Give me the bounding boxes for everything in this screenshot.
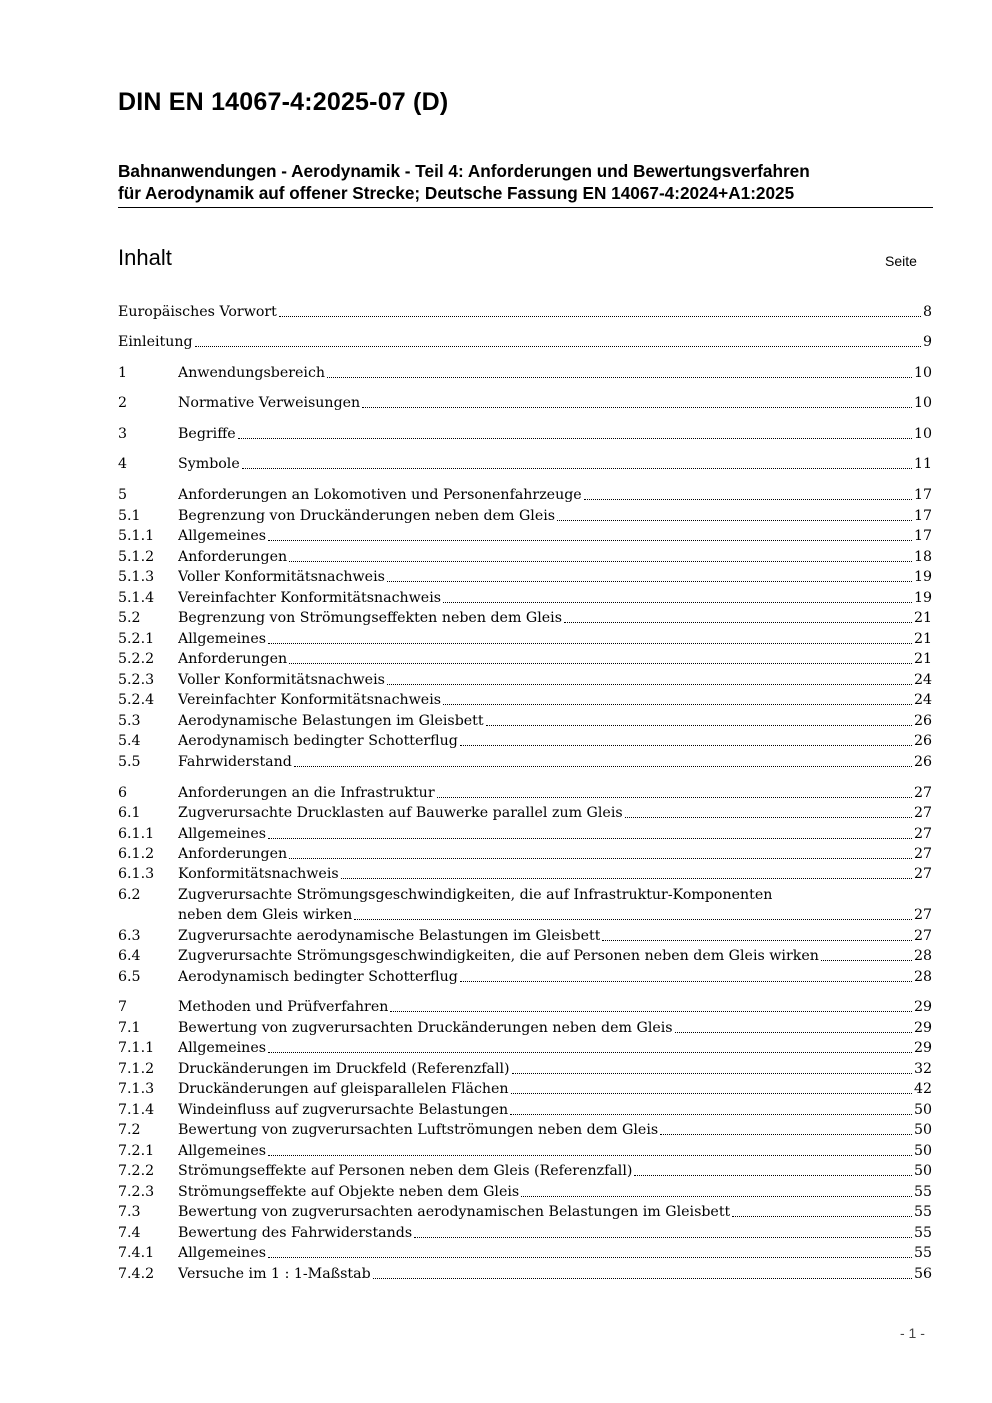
toc-entry-page: 24	[913, 672, 932, 688]
toc-entry-page: 18	[913, 549, 932, 565]
toc-entry-page: 27	[913, 928, 932, 944]
toc-entry[interactable]	[118, 1038, 932, 1058]
toc-entry-number: 1	[118, 365, 128, 381]
toc-entry-number: 7	[118, 999, 128, 1015]
toc-entry[interactable]	[118, 302, 932, 322]
toc-entry-title: Anforderungen	[178, 651, 288, 667]
toc-entry-number: 7.3	[118, 1204, 141, 1220]
toc-leader-dots	[564, 620, 912, 623]
toc-leader-dots	[354, 917, 912, 920]
toc-heading: Inhalt	[118, 245, 172, 270]
toc-leader-dots	[443, 702, 912, 705]
toc-entry-page: 8	[922, 304, 932, 320]
toc-entry-title: Windeinfluss auf zugverursachte Belastungen	[178, 1102, 509, 1118]
toc-entry[interactable]	[118, 649, 932, 669]
toc-entry-number: 7.1.3	[118, 1081, 155, 1097]
toc-entry[interactable]	[118, 783, 932, 803]
toc-entry-page: 21	[913, 651, 932, 667]
toc-leader-dots	[268, 1255, 912, 1258]
toc-entry-number: 6.4	[118, 948, 141, 964]
toc-entry-page: 10	[913, 365, 932, 381]
toc-entry-number: 6.1.2	[118, 846, 155, 862]
toc-entry-page: 10	[913, 426, 932, 442]
toc-entry-number: 7.2	[118, 1122, 141, 1138]
toc-entry[interactable]	[118, 885, 932, 905]
toc-entry-number: 5.1.3	[118, 569, 155, 585]
toc-entry-page: 55	[913, 1204, 932, 1220]
toc-entry-number: 7.1.2	[118, 1061, 155, 1077]
toc-entry-number: 6.1.1	[118, 826, 155, 842]
toc-entry-page: 55	[913, 1225, 932, 1241]
toc-entry-number: 7.1.1	[118, 1040, 155, 1056]
toc-entry[interactable]	[118, 1243, 932, 1263]
toc-entry[interactable]	[118, 864, 932, 884]
toc-entry[interactable]	[118, 1079, 932, 1099]
toc-leader-dots	[268, 538, 912, 541]
toc-leader-dots	[634, 1173, 912, 1176]
toc-entry-page: 26	[913, 713, 932, 729]
toc-entry-number: 7.2.1	[118, 1143, 155, 1159]
toc-entry-title: Anwendungsbereich	[178, 365, 326, 381]
toc-leader-dots	[486, 723, 912, 726]
toc-entry-title: Allgemeines	[178, 1040, 266, 1056]
toc-entry-number: 7.4.1	[118, 1245, 155, 1261]
toc-leader-dots	[460, 743, 912, 746]
toc-entry-number: 7.2.3	[118, 1184, 155, 1200]
toc-entry[interactable]	[118, 393, 932, 413]
toc-entry[interactable]	[118, 752, 932, 772]
toc-entry-title: Aerodynamisch bedingter Schotterflug	[178, 733, 458, 749]
toc-entry-page: 50	[913, 1143, 932, 1159]
toc-entry[interactable]	[118, 1223, 932, 1243]
toc-entry-page: 26	[913, 754, 932, 770]
toc-entry-title: Zugverursachte Strömungsgeschwindigkeiten, die auf Personen neben dem Gleis wirken	[178, 948, 819, 964]
toc-entry-number: 7.4.2	[118, 1266, 155, 1282]
toc-entry-number: 6.5	[118, 969, 141, 985]
toc-entry[interactable]	[118, 844, 932, 864]
toc-leader-dots	[660, 1132, 912, 1135]
toc-leader-dots	[510, 1112, 912, 1115]
toc-leader-dots	[373, 1276, 912, 1279]
toc-entry-number: 6.2	[118, 887, 141, 903]
subtitle-line-1: Bahnanwendungen - Aerodynamik - Teil 4: Anforderungen und Bewertungsverfahren	[118, 161, 810, 181]
toc-entry-page: 17	[913, 528, 932, 544]
toc-entry-page: 28	[913, 948, 932, 964]
toc-entry[interactable]	[118, 690, 932, 710]
toc-entry[interactable]	[118, 1182, 932, 1202]
toc-entry-page: 19	[913, 590, 932, 606]
toc-entry[interactable]	[118, 526, 932, 546]
toc-entry-title: Allgemeines	[178, 631, 266, 647]
toc-leader-dots	[521, 1194, 912, 1197]
toc-leader-dots	[602, 938, 912, 941]
toc-entry-page: 29	[913, 1040, 932, 1056]
toc-entry-page: 21	[913, 631, 932, 647]
toc-entry-title: Symbole	[178, 456, 240, 472]
toc-entry-page: 29	[913, 1020, 932, 1036]
toc-entry[interactable]	[118, 424, 932, 444]
toc-entry-title: Strömungseffekte auf Personen neben dem Gleis (Referenzfall)	[178, 1163, 633, 1179]
toc-leader-dots	[732, 1214, 912, 1217]
toc-entry[interactable]	[118, 1202, 932, 1222]
toc-entry[interactable]	[118, 485, 932, 505]
toc-entry-title: Voller Konformitätsnachweis	[178, 569, 385, 585]
toc-entry[interactable]	[118, 997, 932, 1017]
toc-leader-dots	[268, 1153, 912, 1156]
toc-leader-dots	[279, 314, 921, 317]
toc-entry-title: Anforderungen an Lokomotiven und Personenfahrzeuge	[178, 487, 582, 503]
toc-entry-number: 7.1.4	[118, 1102, 155, 1118]
toc-leader-dots	[675, 1030, 912, 1033]
toc-entry[interactable]	[118, 1100, 932, 1120]
toc-entry[interactable]	[118, 363, 932, 383]
toc-leader-dots	[238, 436, 912, 439]
toc-entry-title: Anforderungen	[178, 549, 288, 565]
toc-entry-title: Europäisches Vorwort	[118, 304, 277, 320]
toc-entry-title: Zugverursachte aerodynamische Belastungen im Gleisbett	[178, 928, 601, 944]
toc-entry-title: Aerodynamische Belastungen im Gleisbett	[178, 713, 484, 729]
toc-entry-title: Bewertung von zugverursachten aerodynamischen Belastungen im Gleisbett	[178, 1204, 731, 1220]
toc-entry[interactable]	[118, 967, 932, 987]
toc-leader-dots	[390, 1009, 912, 1012]
toc-entry-page: 26	[913, 733, 932, 749]
toc-entry[interactable]	[118, 454, 932, 474]
toc-entry-title: Vereinfachter Konformitätsnachweis	[178, 590, 442, 606]
toc-leader-dots	[557, 518, 912, 521]
toc-entry-page: 55	[913, 1184, 932, 1200]
toc-entry[interactable]	[118, 506, 932, 526]
toc-leader-dots	[414, 1235, 912, 1238]
toc-entry-page: 55	[913, 1245, 932, 1261]
toc-entry-page: 17	[913, 487, 932, 503]
toc-entry-title: Versuche im 1 : 1-Maßstab	[178, 1266, 371, 1282]
toc-entry-title: Zugverursachte Strömungsgeschwindigkeiten, die auf Infrastruktur-Komponenten	[178, 887, 773, 903]
toc-entry-title: Vereinfachter Konformitätsnachweis	[178, 692, 442, 708]
toc-leader-dots	[460, 979, 912, 982]
toc-leader-dots	[268, 641, 912, 644]
toc-entry-page: 27	[913, 826, 932, 842]
toc-entry-title: Einleitung	[118, 334, 193, 350]
toc-leader-dots	[584, 497, 912, 500]
toc-entry-title: Begriffe	[178, 426, 236, 442]
toc-entry[interactable]	[118, 567, 932, 587]
toc-entry-number: 5	[118, 487, 128, 503]
toc-entry-title: Allgemeines	[178, 1143, 266, 1159]
toc-entry[interactable]	[118, 1059, 932, 1079]
toc-entry-number: 5.2.4	[118, 692, 155, 708]
toc-leader-dots	[443, 600, 912, 603]
toc-leader-dots	[195, 344, 921, 347]
toc-entry[interactable]	[118, 926, 932, 946]
toc-entry-title: Fahrwiderstand	[178, 754, 292, 770]
toc-entry-number: 5.4	[118, 733, 141, 749]
toc-entry-page: 21	[913, 610, 932, 626]
toc-entry-title: Druckänderungen im Druckfeld (Referenzfall)	[178, 1061, 510, 1077]
toc-entry[interactable]	[118, 803, 932, 823]
toc-entry-continuation[interactable]	[118, 905, 932, 925]
toc-entry-page: 56	[913, 1266, 932, 1282]
toc-leader-dots	[341, 876, 912, 879]
toc-entry-number: 5.3	[118, 713, 141, 729]
toc-entry-page: 29	[913, 999, 932, 1015]
toc-leader-dots	[294, 764, 912, 767]
toc-entry-title: Bewertung von zugverursachten Luftströmungen neben dem Gleis	[178, 1122, 659, 1138]
toc-entry[interactable]	[118, 1161, 932, 1181]
toc-entry-page: 27	[913, 907, 932, 923]
toc-entry[interactable]	[118, 1018, 932, 1038]
toc-leader-dots	[625, 815, 912, 818]
toc-entry-number: 5.2.1	[118, 631, 155, 647]
toc-entry[interactable]	[118, 731, 932, 751]
toc-entry-number: 6	[118, 785, 128, 801]
toc-entry-number: 5.5	[118, 754, 141, 770]
toc-entry-title: Bewertung des Fahrwiderstands	[178, 1225, 413, 1241]
page-column-label: Seite	[885, 253, 917, 269]
toc-entry-page: 17	[913, 508, 932, 524]
toc-entry-title: Methoden und Prüfverfahren	[178, 999, 389, 1015]
toc-entry-number: 5.2.2	[118, 651, 155, 667]
toc-entry-page: 27	[913, 785, 932, 801]
toc-entry[interactable]	[118, 1141, 932, 1161]
toc-entry-number: 6.3	[118, 928, 141, 944]
toc-entry-number: 5.2	[118, 610, 141, 626]
toc-entry-page: 9	[922, 334, 932, 350]
toc-entry-title: Anforderungen	[178, 846, 288, 862]
document-title: DIN EN 14067-4:2025-07 (D)	[118, 88, 449, 116]
toc-entry-page: 42	[913, 1081, 932, 1097]
toc-entry-page: 50	[913, 1102, 932, 1118]
toc-entry[interactable]	[118, 711, 932, 731]
toc-entry-title: Normative Verweisungen	[178, 395, 361, 411]
toc-leader-dots	[289, 856, 912, 859]
toc-entry-title: Begrenzung von Strömungseffekten neben dem Gleis	[178, 610, 562, 626]
toc-entry-number: 4	[118, 456, 128, 472]
toc-entry-title: Zugverursachte Drucklasten auf Bauwerke parallel zum Gleis	[178, 805, 623, 821]
toc-entry-title: Allgemeines	[178, 826, 266, 842]
toc-leader-dots	[327, 375, 912, 378]
toc-entry-title: Bewertung von zugverursachten Druckänderungen neben dem Gleis	[178, 1020, 673, 1036]
toc-leader-dots	[512, 1071, 912, 1074]
toc-leader-dots	[289, 559, 912, 562]
toc-entry-title: Voller Konformitätsnachweis	[178, 672, 385, 688]
toc-entry-number: 7.1	[118, 1020, 141, 1036]
toc-entry-page: 24	[913, 692, 932, 708]
toc-entry-number: 7.2.2	[118, 1163, 155, 1179]
toc-entry-title: Allgemeines	[178, 528, 266, 544]
toc-entry[interactable]	[118, 1264, 932, 1284]
toc-leader-dots	[511, 1091, 912, 1094]
toc-entry-page: 10	[913, 395, 932, 411]
toc-entry[interactable]	[118, 608, 932, 628]
toc-entry[interactable]	[118, 1120, 932, 1140]
toc-entry[interactable]	[118, 547, 932, 567]
toc-entry-page: 50	[913, 1163, 932, 1179]
toc-entry-title: Druckänderungen auf gleisparallelen Flächen	[178, 1081, 509, 1097]
toc-entry-page: 11	[913, 456, 932, 472]
toc-entry[interactable]	[118, 629, 932, 649]
toc-leader-dots	[387, 682, 912, 685]
toc-entry-page: 32	[913, 1061, 932, 1077]
toc-leader-dots	[268, 1050, 912, 1053]
subtitle-line-2: für Aerodynamik auf offener Strecke; Deutsche Fassung EN 14067-4:2024+A1:2025	[118, 183, 795, 203]
toc-entry-title: Anforderungen an die Infrastruktur	[178, 785, 435, 801]
toc-entry-title: Konformitätsnachweis	[178, 866, 339, 882]
toc-entry-number: 6.1.3	[118, 866, 155, 882]
toc-entry-page: 19	[913, 569, 932, 585]
toc-entry-number: 7.4	[118, 1225, 141, 1241]
toc-entry-number: 5.1.2	[118, 549, 155, 565]
toc-entry[interactable]	[118, 946, 932, 966]
toc-entry-page: 50	[913, 1122, 932, 1138]
toc-entry-page: 27	[913, 805, 932, 821]
toc-entry-number: 6.1	[118, 805, 141, 821]
toc-entry-title: Aerodynamisch bedingter Schotterflug	[178, 969, 458, 985]
toc-entry-page: 27	[913, 846, 932, 862]
page-number: - 1 -	[900, 1325, 925, 1341]
toc-leader-dots	[242, 466, 912, 469]
toc-entry-number: 5.1.4	[118, 590, 155, 606]
toc-entry-title: Begrenzung von Druckänderungen neben dem Gleis	[178, 508, 556, 524]
document-subtitle	[118, 160, 933, 208]
toc-leader-dots	[387, 579, 912, 582]
toc-leader-dots	[362, 405, 912, 408]
toc-entry[interactable]	[118, 332, 932, 352]
toc-leader-dots	[289, 661, 912, 664]
toc-entry-number: 3	[118, 426, 128, 442]
toc-leader-dots	[821, 958, 912, 961]
toc-entry-number: 2	[118, 395, 128, 411]
toc-entry-number: 5.1.1	[118, 528, 155, 544]
toc-leader-dots	[437, 795, 912, 798]
toc-entry[interactable]	[118, 670, 932, 690]
toc-entry[interactable]	[118, 824, 932, 844]
toc-entry[interactable]	[118, 588, 932, 608]
toc-entry-page: 27	[913, 866, 932, 882]
toc-entry-title-continued: neben dem Gleis wirken	[178, 907, 353, 923]
toc-entry-number: 5.2.3	[118, 672, 155, 688]
toc-entry-title: Strömungseffekte auf Objekte neben dem Gleis	[178, 1184, 520, 1200]
toc-entry-page: 28	[913, 969, 932, 985]
toc-entry-title: Allgemeines	[178, 1245, 266, 1261]
toc-leader-dots	[268, 836, 912, 839]
toc-entry-number: 5.1	[118, 508, 141, 524]
